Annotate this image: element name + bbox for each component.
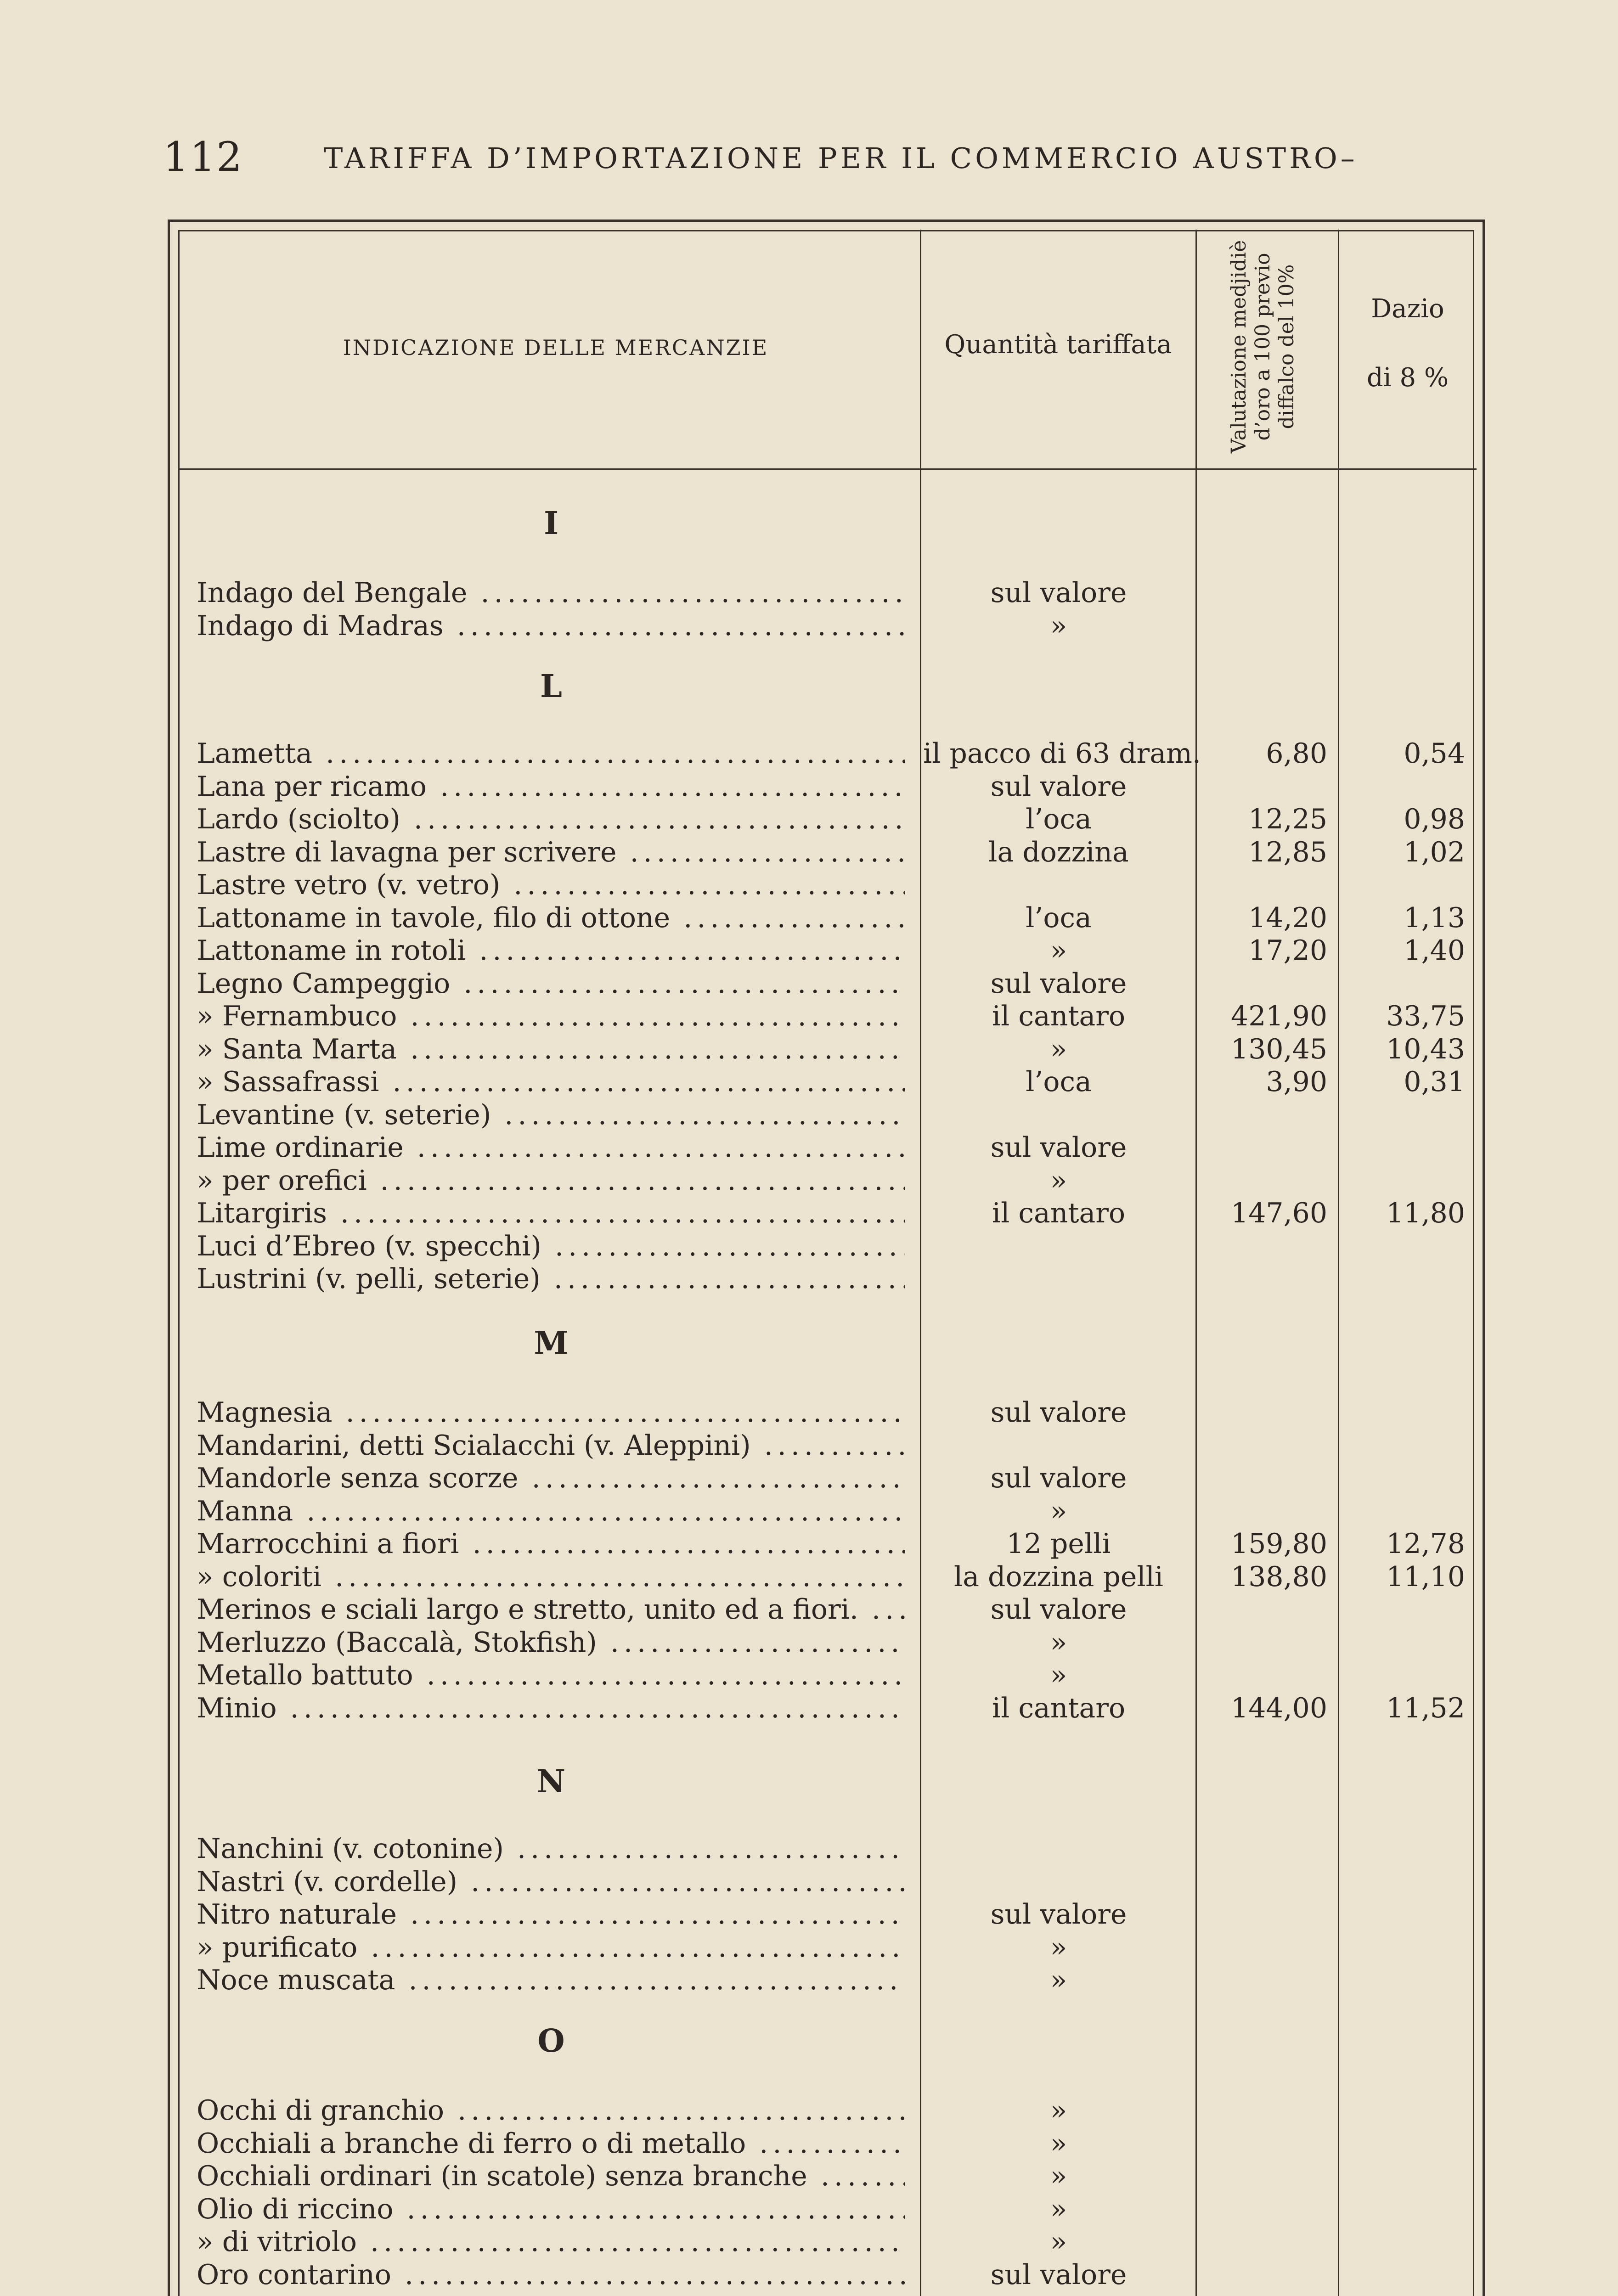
valuation-cell: 138,80 — [1231, 1561, 1327, 1593]
goods-name: Lustrini (v. pelli, seterie) ..... — [197, 1262, 905, 1295]
table-row — [0, 1527, 1618, 1560]
table-row — [0, 803, 1618, 836]
goods-name: » coloriti ..... — [197, 1560, 905, 1593]
section-letter: L — [540, 668, 562, 705]
quantity-cell: » — [1050, 1659, 1067, 1691]
table-row — [0, 1495, 1618, 1528]
duty-cell: 1,13 — [1404, 902, 1465, 934]
table-row — [0, 967, 1618, 1000]
table-row — [0, 737, 1618, 770]
table-row — [0, 1033, 1618, 1066]
goods-name: Manna ..... — [197, 1495, 905, 1528]
goods-name: Mandarini, detti Scialacchi (v. Aleppini) ..... — [197, 1429, 905, 1462]
duty-cell: 1,40 — [1404, 934, 1465, 967]
column-header-valuation: Valutazione medjidiè d’oro a 100 previo diffalco del 10% — [1227, 240, 1298, 454]
quantity-cell: » — [1050, 934, 1067, 967]
table-row — [0, 1000, 1618, 1033]
quantity-cell: » — [1050, 1033, 1067, 1065]
goods-name: Occhi di granchio ..... — [197, 2094, 905, 2127]
quantity-cell: sul valore — [990, 1898, 1127, 1930]
duty-cell: 11,80 — [1386, 1197, 1465, 1229]
valuation-cell: 12,25 — [1248, 803, 1327, 835]
goods-name: Minio ..... — [197, 1692, 905, 1725]
page-number: 112 — [163, 133, 243, 180]
goods-name: Mandorle senza scorze ..... — [197, 1462, 905, 1495]
goods-name: Nastri (v. cordelle) ..... — [197, 1865, 905, 1898]
table-row — [0, 1964, 1618, 1997]
goods-name: Olio di riccino ..... — [197, 2193, 905, 2226]
valuation-cell: 130,45 — [1231, 1033, 1327, 1065]
quantity-cell: » — [1050, 1495, 1067, 1527]
goods-name: Lastre di lavagna per scrivere ..... — [197, 836, 905, 869]
table-row — [0, 1931, 1618, 1964]
quantity-cell: sul valore — [990, 1131, 1127, 1164]
goods-name: Indago del Bengale ..... — [197, 576, 905, 609]
column-header-goods: INDICAZIONE DELLE MERCANZIE — [343, 335, 769, 360]
table-row — [0, 1832, 1618, 1865]
quantity-cell: » — [1050, 2127, 1067, 2160]
table-row — [0, 1898, 1618, 1931]
valuation-cell: 14,20 — [1248, 902, 1327, 934]
column-header-quantity: Quantità tariffata — [944, 330, 1172, 360]
column-header-duty: Dazio — [1371, 294, 1444, 324]
table-row — [0, 1396, 1618, 1429]
goods-name: Nitro naturale ..... — [197, 1898, 905, 1931]
quantity-cell: il cantaro — [992, 1197, 1126, 1229]
goods-name: Indago di Madras ..... — [197, 609, 905, 642]
table-row — [0, 1429, 1618, 1462]
valuation-cell: 12,85 — [1248, 836, 1327, 868]
table-row — [0, 1692, 1618, 1725]
quantity-cell: sul valore — [990, 1593, 1127, 1626]
goods-name: Metallo battuto ..... — [197, 1659, 905, 1692]
valuation-cell: 6,80 — [1266, 737, 1327, 770]
table-row — [0, 1230, 1618, 1263]
quantity-cell: la dozzina pelli — [954, 1561, 1163, 1593]
quantity-cell: » — [1050, 2160, 1067, 2192]
quantity-cell: » — [1050, 1626, 1067, 1659]
table-row — [0, 1262, 1618, 1295]
goods-name: Merinos e sciali largo e stretto, unito ed a fiori. ..... — [197, 1593, 905, 1626]
table-row — [0, 2193, 1618, 2226]
quantity-cell: sul valore — [990, 2259, 1127, 2291]
goods-name: Marrocchini a fiori ..... — [197, 1527, 905, 1560]
quantity-cell: » — [1050, 2094, 1067, 2127]
goods-name: Nanchini (v. cotonine) ..... — [197, 1832, 905, 1865]
quantity-cell: » — [1050, 1964, 1067, 1996]
quantity-cell: » — [1050, 1165, 1067, 1197]
running-title: TARIFFA D’IMPORTAZIONE PER IL COMMERCIO AUSTRO– — [324, 141, 1358, 175]
duty-cell: 0,98 — [1404, 803, 1465, 835]
quantity-cell: l’oca — [1026, 1066, 1092, 1098]
table-row — [0, 934, 1618, 967]
duty-cell: 0,54 — [1404, 737, 1465, 770]
goods-name: Lastre vetro (v. vetro) ..... — [197, 868, 905, 901]
table-row — [0, 1131, 1618, 1164]
section-letter: I — [544, 505, 558, 542]
goods-name: Lardo (sciolto) ..... — [197, 803, 905, 836]
goods-name: » Fernambuco ..... — [197, 1000, 905, 1033]
quantity-cell: la dozzina — [988, 836, 1129, 868]
duty-cell: 10,43 — [1386, 1033, 1465, 1065]
goods-name: Levantine (v. seterie) ..... — [197, 1098, 905, 1131]
quantity-cell: » — [1050, 1931, 1067, 1964]
table-row — [0, 1098, 1618, 1131]
table-row — [0, 2258, 1618, 2291]
table-row — [0, 1462, 1618, 1495]
valuation-cell: 17,20 — [1248, 934, 1327, 967]
section-letter: N — [536, 1763, 566, 1800]
goods-name: Litargiris ..... — [197, 1197, 905, 1230]
goods-name: » per orefici ..... — [197, 1164, 905, 1197]
table-row — [0, 770, 1618, 803]
table-row — [0, 1593, 1618, 1626]
table-row — [0, 2160, 1618, 2193]
goods-name: » Santa Marta ..... — [197, 1033, 905, 1066]
duty-cell: 0,31 — [1404, 1066, 1465, 1098]
section-letter: M — [534, 1325, 569, 1362]
section-letter: O — [537, 2023, 565, 2060]
valuation-cell: 144,00 — [1231, 1692, 1327, 1724]
quantity-cell: l’oca — [1026, 803, 1092, 835]
duty-cell: 1,02 — [1404, 836, 1465, 868]
quantity-cell: sul valore — [990, 1396, 1127, 1429]
valuation-cell: 421,90 — [1231, 1000, 1327, 1032]
goods-name: Noce muscata ..... — [197, 1964, 905, 1997]
quantity-cell: » — [1050, 610, 1067, 642]
table-row — [0, 1164, 1618, 1197]
quantity-cell: 12 pelli — [1006, 1528, 1111, 1560]
goods-name: Magnesia ..... — [197, 1396, 905, 1429]
goods-name: Occhiali a branche di ferro o di metallo ..... — [197, 2127, 905, 2160]
goods-name: Lametta ..... — [197, 737, 905, 770]
valuation-cell: 159,80 — [1231, 1528, 1327, 1560]
quantity-cell: sul valore — [990, 577, 1127, 609]
duty-cell: 11,10 — [1386, 1561, 1465, 1593]
table-row — [0, 1065, 1618, 1098]
quantity-cell: » — [1050, 2193, 1067, 2225]
goods-name: Legno Campeggio ..... — [197, 967, 905, 1000]
quantity-cell: il pacco di 63 dram. — [923, 737, 1201, 770]
table-row — [0, 868, 1618, 901]
table-row — [0, 1626, 1618, 1659]
valuation-cell: 3,90 — [1266, 1066, 1327, 1098]
quantity-cell: l’oca — [1026, 902, 1092, 934]
table-row — [0, 576, 1618, 609]
column-header-duty-rate: di 8 % — [1366, 363, 1449, 393]
goods-name: » Sassafrassi ..... — [197, 1065, 905, 1098]
quantity-cell: sul valore — [990, 771, 1127, 803]
duty-cell: 33,75 — [1386, 1000, 1465, 1032]
goods-name: Lattoname in rotoli ..... — [197, 934, 905, 967]
goods-name: Oro contarino ..... — [197, 2258, 905, 2291]
quantity-cell: sul valore — [990, 968, 1127, 1000]
goods-name: Luci d’Ebreo (v. specchi) ..... — [197, 1230, 905, 1263]
goods-name: Occhiali ordinari (in scatole) senza branche ..... — [197, 2160, 905, 2193]
quantity-cell: il cantaro — [992, 1692, 1126, 1724]
duty-cell: 12,78 — [1386, 1528, 1465, 1560]
duty-cell: 11,52 — [1386, 1692, 1465, 1724]
table-row — [0, 2094, 1618, 2127]
valuation-cell: 147,60 — [1231, 1197, 1327, 1229]
table-row — [0, 1865, 1618, 1898]
goods-name: Lana per ricamo ..... — [197, 770, 905, 803]
quantity-cell: » — [1050, 2226, 1067, 2258]
goods-name: » di vitriolo ..... — [197, 2225, 905, 2258]
table-row — [0, 609, 1618, 642]
goods-name: » purificato ..... — [197, 1931, 905, 1964]
quantity-cell: il cantaro — [992, 1000, 1126, 1032]
table-row — [0, 2127, 1618, 2160]
goods-name: Merluzzo (Baccalà, Stokfish) ..... — [197, 1626, 905, 1659]
table-row — [0, 1560, 1618, 1593]
table-row — [0, 901, 1618, 934]
table-row — [0, 2225, 1618, 2258]
goods-name: Lattoname in tavole, filo di ottone ..... — [197, 901, 905, 934]
table-row — [0, 836, 1618, 869]
quantity-cell: sul valore — [990, 1462, 1127, 1494]
table-row — [0, 1197, 1618, 1230]
goods-name: Lime ordinarie ..... — [197, 1131, 905, 1164]
table-row — [0, 1659, 1618, 1692]
